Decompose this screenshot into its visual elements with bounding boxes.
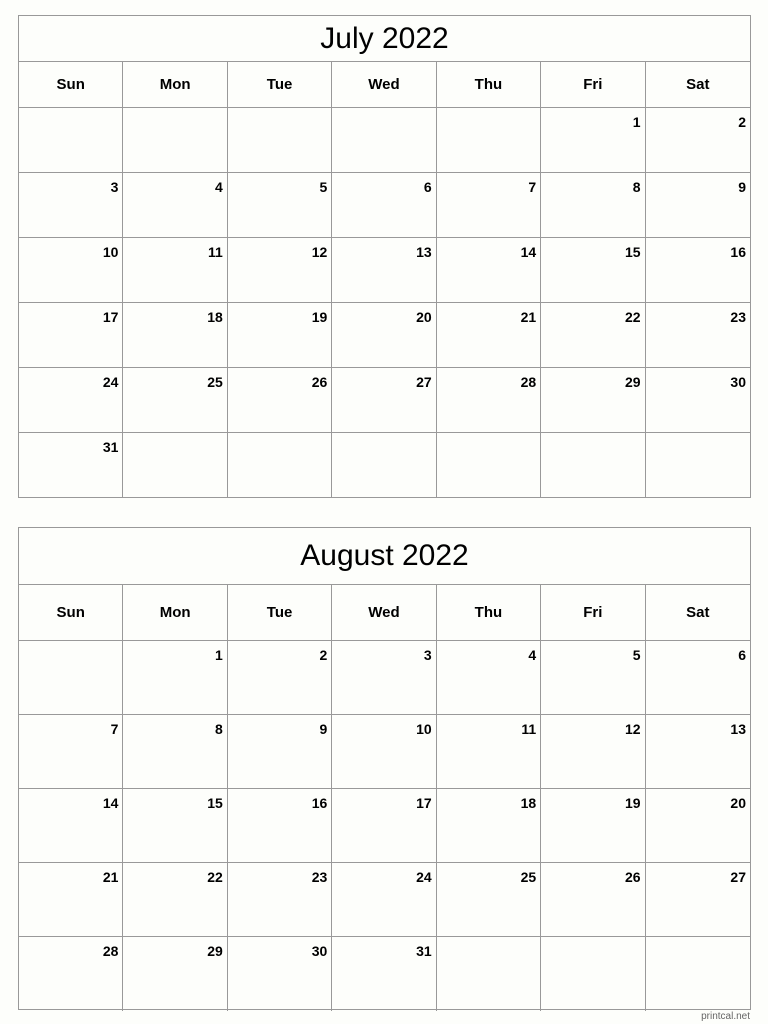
day-number: 14 (102, 795, 119, 811)
day-cell (541, 173, 645, 238)
day-number: 7 (528, 179, 537, 195)
day-number: 2 (738, 114, 746, 130)
day-cell (437, 173, 541, 238)
site-credit: printcal.net (701, 1011, 750, 1022)
weekday-label: Thu (437, 62, 541, 107)
day-cell (332, 433, 436, 498)
day-number: 4 (528, 647, 537, 663)
day-number: 27 (416, 374, 432, 390)
day-cell (228, 789, 332, 863)
day-cell (19, 238, 123, 303)
day-number: 11 (521, 721, 537, 737)
day-number: 13 (416, 244, 432, 260)
day-number: 3 (110, 179, 119, 195)
day-cell (437, 238, 541, 303)
day-cell (123, 715, 227, 789)
day-cell (19, 173, 123, 238)
day-cell (646, 641, 750, 715)
day-cell (332, 937, 436, 1011)
calendar-august-2022 (18, 527, 751, 1010)
day-number: 27 (730, 869, 746, 885)
day-cell (541, 937, 645, 1011)
day-cell (332, 863, 436, 937)
day-cell (19, 108, 123, 173)
day-cell (228, 715, 332, 789)
day-number: 25 (520, 869, 537, 885)
day-number: 22 (207, 869, 223, 885)
weekday-label: Sun (19, 62, 123, 107)
day-cell (123, 173, 227, 238)
day-cell (228, 433, 332, 498)
calendar-july-2022 (18, 15, 751, 498)
day-number: 6 (738, 647, 746, 663)
day-number: 17 (416, 795, 432, 811)
day-cell (437, 789, 541, 863)
day-number: 8 (632, 179, 641, 195)
day-number: 10 (416, 721, 432, 737)
day-number: 8 (215, 721, 223, 737)
day-cell (19, 937, 123, 1011)
day-cell (437, 368, 541, 433)
day-number: 29 (624, 374, 641, 390)
day-cell (437, 433, 541, 498)
day-cell (646, 173, 750, 238)
day-cell (646, 108, 750, 173)
weekday-header-row (19, 62, 750, 108)
day-number: 9 (319, 721, 328, 737)
month-title: August 2022 (19, 528, 750, 585)
day-number: 22 (624, 309, 641, 325)
day-cell (332, 715, 436, 789)
day-cell (646, 368, 750, 433)
day-cell (437, 641, 541, 715)
day-cell (19, 303, 123, 368)
day-number: 28 (102, 943, 119, 959)
day-cell (228, 937, 332, 1011)
day-number: 16 (730, 244, 746, 260)
day-cell (646, 303, 750, 368)
weekday-label: Tue (228, 62, 332, 107)
day-cell (541, 108, 645, 173)
day-grid (19, 108, 750, 498)
day-cell (332, 641, 436, 715)
day-number: 21 (520, 309, 537, 325)
day-cell (228, 238, 332, 303)
day-number: 17 (102, 309, 119, 325)
day-cell (228, 368, 332, 433)
weekday-label: Fri (541, 585, 645, 640)
day-number: 2 (319, 647, 328, 663)
day-number: 18 (520, 795, 537, 811)
day-cell (541, 238, 645, 303)
day-cell (123, 368, 227, 433)
day-number: 19 (311, 309, 328, 325)
day-number: 4 (215, 179, 223, 195)
weekday-label: Wed (332, 62, 436, 107)
day-cell (437, 937, 541, 1011)
weekday-label: Sat (686, 76, 710, 93)
weekday-label: Mon (123, 585, 227, 640)
day-cell (123, 433, 227, 498)
day-cell (541, 715, 645, 789)
day-number: 10 (102, 244, 119, 260)
day-cell (123, 789, 227, 863)
day-number: 9 (738, 179, 746, 195)
day-number: 24 (102, 374, 119, 390)
day-cell (646, 937, 750, 1011)
day-cell (332, 368, 436, 433)
day-cell (228, 641, 332, 715)
day-number: 3 (423, 647, 432, 663)
day-number: 30 (311, 943, 328, 959)
day-cell (541, 789, 645, 863)
weekday-label: Sat (686, 604, 710, 621)
day-number: 28 (520, 374, 537, 390)
day-number: 20 (416, 309, 432, 325)
day-cell (123, 937, 227, 1011)
day-number: 7 (110, 721, 119, 737)
day-cell (332, 108, 436, 173)
day-cell (228, 303, 332, 368)
day-number: 13 (730, 721, 746, 737)
day-number: 6 (423, 179, 432, 195)
day-number: 25 (207, 374, 223, 390)
weekday-label: Fri (541, 62, 645, 107)
day-cell (228, 863, 332, 937)
day-cell (332, 789, 436, 863)
day-cell (123, 863, 227, 937)
day-number: 21 (102, 869, 119, 885)
day-cell (646, 433, 750, 498)
day-cell (332, 238, 436, 303)
day-number: 20 (730, 795, 746, 811)
day-cell (646, 715, 750, 789)
day-number: 30 (730, 374, 746, 390)
weekday-label: Wed (332, 585, 436, 640)
day-number: 19 (624, 795, 641, 811)
day-number: 1 (215, 647, 223, 663)
day-cell (646, 238, 750, 303)
day-cell (19, 863, 123, 937)
day-number: 5 (319, 179, 328, 195)
day-grid (19, 641, 750, 1011)
day-cell (437, 715, 541, 789)
day-cell (437, 108, 541, 173)
day-cell (541, 368, 645, 433)
day-cell (123, 108, 227, 173)
day-cell (228, 108, 332, 173)
day-cell (332, 173, 436, 238)
day-number: 23 (311, 869, 328, 885)
day-cell (123, 303, 227, 368)
day-number: 24 (416, 869, 432, 885)
day-cell (19, 641, 123, 715)
day-cell (541, 433, 645, 498)
day-cell (332, 303, 436, 368)
day-cell (19, 433, 123, 498)
weekday-header-row (19, 585, 750, 641)
day-cell (19, 368, 123, 433)
day-cell (123, 641, 227, 715)
day-cell (437, 303, 541, 368)
weekday-label: Thu (437, 585, 541, 640)
weekday-label: Mon (123, 62, 227, 107)
day-number: 11 (208, 244, 223, 260)
weekday-label: Tue (228, 585, 332, 640)
day-number: 14 (520, 244, 537, 260)
day-cell (228, 173, 332, 238)
day-number: 15 (624, 244, 641, 260)
day-cell (437, 863, 541, 937)
day-cell (646, 863, 750, 937)
day-cell (541, 863, 645, 937)
day-number: 16 (311, 795, 328, 811)
day-number: 29 (207, 943, 223, 959)
day-cell (19, 789, 123, 863)
day-number: 1 (632, 114, 641, 130)
day-number: 12 (311, 244, 328, 260)
day-cell (541, 303, 645, 368)
day-cell (123, 238, 227, 303)
day-cell (19, 715, 123, 789)
day-number: 26 (624, 869, 641, 885)
day-number: 26 (311, 374, 328, 390)
day-number: 18 (207, 309, 223, 325)
day-cell (541, 641, 645, 715)
month-title: July 2022 (19, 16, 750, 62)
day-number: 5 (632, 647, 641, 663)
day-number: 31 (102, 439, 119, 455)
day-cell (646, 789, 750, 863)
day-number: 23 (730, 309, 746, 325)
day-number: 15 (207, 795, 223, 811)
weekday-label: Sun (19, 585, 123, 640)
day-number: 12 (624, 721, 641, 737)
day-number: 31 (416, 943, 432, 959)
